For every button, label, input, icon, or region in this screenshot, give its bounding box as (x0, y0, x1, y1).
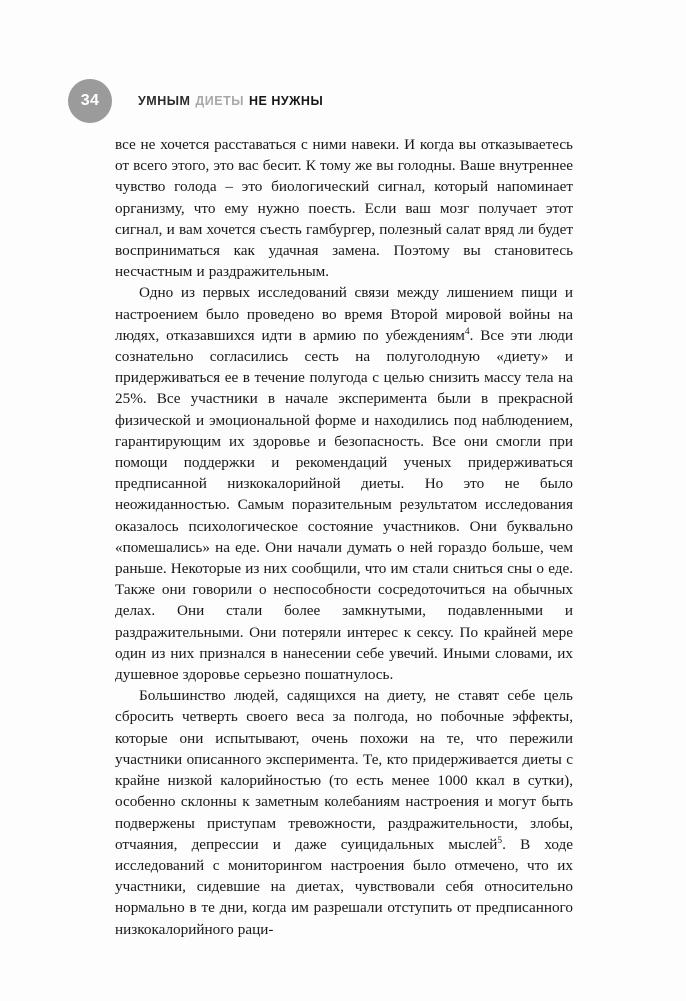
running-title-part-2: ДИЕТЫ (195, 93, 244, 108)
paragraph-3-text-after-footnote: . В ходе исследований с мониторингом настроения было отмечено, что их участники, сидевшие на диетах, чувствовали себя относительно нормально в те дни, когда им разрешали отступить от предписанного низкокалорийного раци- (115, 835, 573, 938)
running-title (138, 95, 323, 108)
paragraph-3 (115, 685, 573, 939)
paragraph-1 (115, 134, 573, 282)
paragraph-2-text-after-footnote: . Все эти люди сознательно согласились сесть на полуголодную «диету» и придерживаться ее в течение полугода с целью снизить массу тела на 25%. Все участники в начале эксперимента были в прекрасной физической и эмоциональной форме и находились под наблюдением, гарантирующим их здоровье и безопасность. Все они смогли при помощи поддержки и рекомендаций ученых придерживаться предписанной низкокалорийной диеты. Но это не было неожиданностью. Самым поразительным результатом исследования оказалось психологическое состояние участников. Они буквально «помешались» на еде. Они начали думать о ней гораздо больше, чем раньше. Некоторые из них сообщили, что им стали сниться сны о еде. Также они говорили о неспособности сосредоточиться на обычных делах. Они стали более замкнутыми, подавленными и раздражительными. Они потеряли интерес к сексу. По крайней мере один из них признался в нанесении себе увечий. Иными словами, их душевное здоровье серьезно пошатнулось. (115, 326, 573, 684)
footnote-marker-4[interactable]: 4 (464, 326, 470, 337)
running-title-part-1: УМНЫМ (138, 93, 191, 108)
page-number-badge (68, 79, 112, 123)
paragraph-1-text: все не хочется расставаться с ними навеки. И когда вы отказываетесь от всего этого, это вас бесит. К тому же вы голодны. Ваше внутреннее чувство голода – это биологический сигнал, который напоминает организму, что ему нужно поесть. Если ваш мозг получает этот сигнал, и вам хочется съесть гамбургер, полезный салат вряд ли будет восприниматься как удачная замена. Поэтому вы становитесь несчастным и раздражительным. (115, 136, 573, 281)
body-text-block (115, 134, 573, 940)
running-title-part-3: НЕ НУЖНЫ (248, 93, 324, 108)
running-header (68, 78, 323, 124)
paragraph-3-text-before-footnote: Большинство людей, садящихся на диету, не ставят себе цель сбросить четверть своего веса за полгода, но побочные эффекты, которые они испытывают, очень похожи на те, что пережили участники описанного эксперимента. Те, кто придерживается диеты с крайне низкой калорийностью (то есть менее 1000 ккал в сутки), особенно склонны к заметным колебаниям настроения и могут быть подвержены приступам тревожности, раздражительности, злобы, отчаяния, депрессии и даже суицидальных мыслей (115, 687, 573, 853)
paragraph-2 (115, 282, 573, 685)
paragraph-2-text-before-footnote: Одно из первых исследований связи между лишением пищи и настроением было проведено во время Второй мировой войны на людях, отказавшихся идти в армию по убеждениям (115, 284, 573, 344)
footnote-marker-5[interactable]: 5 (497, 835, 503, 846)
page-number: 34 (80, 92, 100, 109)
